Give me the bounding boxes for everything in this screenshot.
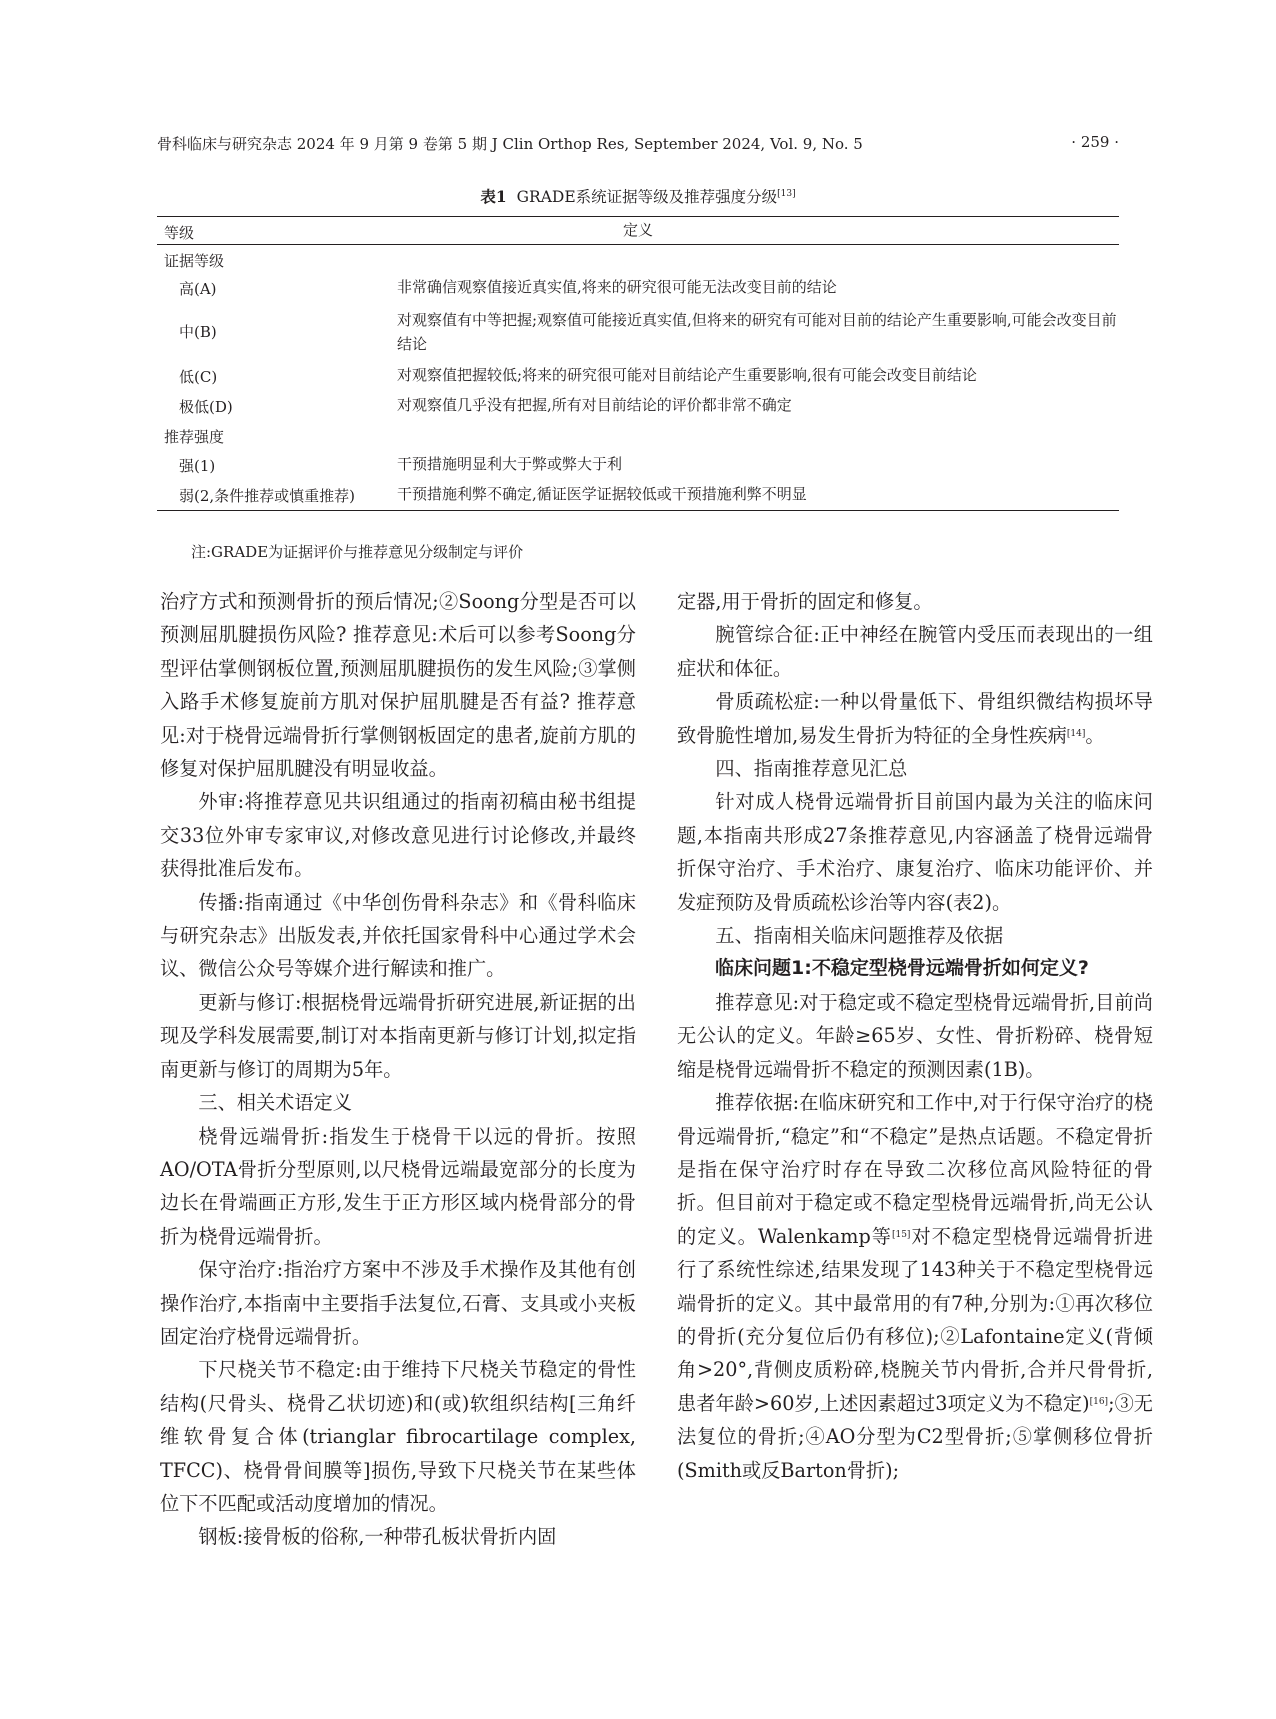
definition-cell: 对观察值几乎没有把握,所有对目前结论的评价都非常不确定 [397,396,792,414]
table-bottom-rule [157,510,1119,511]
body-paragraph: 针对成人桡骨远端骨折目前国内最为关注的临床问题,本指南共形成27条推荐意见,内容涵盖了桡骨远端骨折保守治疗、手术治疗、康复治疗、临床功能评价、并发症预防及骨质疏松诊治等内容(表2)。 [677,790,1153,914]
left-column [160,585,636,1554]
body-paragraph: 保守治疗:指治疗方案中不涉及手术操作及其他有创操作治疗,本指南中主要指手法复位,石膏、支具或小夹板固定治疗桡骨远端骨折。 [160,1258,636,1348]
body-paragraph: 推荐意见:对于稳定或不稳定型桡骨远端骨折,目前尚无公认的定义。年龄≥65岁、女性、骨折粉碎、桡骨短缩是桡骨远端骨折不稳定的预测因素(1B)。 [677,990,1153,1081]
clinical-question-heading: 临床问题1:不稳定型桡骨远端骨折如何定义? [715,957,1089,980]
body-paragraph: 钢板:接骨板的俗称,一种带孔板状骨折内固 [198,1525,557,1549]
table-title: GRADE系统证据等级及推荐强度分级 [516,188,778,206]
grade-cell: 弱(2,条件推荐或慎重推荐) [179,487,356,505]
section-heading: 三、相关术语定义 [198,1091,352,1115]
definition-cell: 对观察值有中等把握;观察值可能接近真实值,但将来的研究有可能对目前的结论产生重要影响,可能会改变目前结论 [397,311,1117,353]
definition-cell: 对观察值把握较低;将来的研究很可能对目前结论产生重要影响,很有可能会改变目前结论 [397,366,977,384]
column-header-grade: 等级 [164,224,195,242]
grade-cell: 中(B) [179,323,217,341]
grade-table [157,216,1119,511]
grade-cell: 低(C) [179,368,218,386]
body-paragraph: 传播:指南通过《中华创伤骨科杂志》和《骨科临床与研究杂志》出版发表,并依托国家骨科中心通过学术会议、微信公众号等媒介进行解读和推广。 [160,890,636,981]
body-paragraph: 推荐依据:在临床研究和工作中,对于行保守治疗的桡骨远端骨折,“稳定”和“不稳定”是热点话题。不稳定骨折是指在保守治疗时存在导致二次移位高风险特征的骨折。但目前对于稳定或不稳定型桡骨远端骨折,尚无公认的定义。Walenkamp等[15]对不稳定型桡骨远端骨折进行了系统性综述,结果发现了143种关于不稳定型桡骨远端骨折的定义。其中最常用的有7种,分别为:①再次移位的骨折(充分复位后仍有移位);②Lafontaine定义(背倾角>20°,背侧皮质粉碎,桡腕关节内骨折,合并尺骨骨折,患者年龄>60岁,上述因素超过3项定义为不稳定)[16];③无法复位的骨折;④AO分型为C2型骨折;⑤掌侧移位骨折(Smith或反Barton骨折); [677,1091,1153,1482]
table-row [157,481,1119,510]
right-column [677,585,1153,1487]
table-label: 表1 [480,187,507,206]
body-paragraph: 下尺桡关节不稳定:由于维持下尺桡关节稳定的骨性结构(尺骨头、桡骨乙状切迹)和(或)软组织结构[三角纤维软骨复合体(trianglar fibrocartilage complex, TFCC)、桡骨骨间膜等]损伤,导致下尺桡关节在某些体位下不匹配或活动度增加的情况。 [160,1358,636,1515]
body-paragraph: 更新与修订:根据桡骨远端骨折研究进展,新证据的出现及学科发展需要,制订对本指南更新与修订计划,拟定指南更新与修订的周期为5年。 [160,990,636,1081]
definition-cell: 干预措施利弊不确定,循证医学证据较低或干预措施利弊不明显 [397,485,807,503]
table-section-heading: 证据等级 [164,252,225,270]
table-section-heading: 推荐强度 [164,428,225,446]
body-paragraph: 治疗方式和预测骨折的预后情况;②Soong分型是否可以预测屈肌腱损伤风险? 推荐意见:术后可以参考Soong分型评估掌侧钢板位置,预测屈肌腱损伤的发生风险;③掌侧入路手术修复旋前方肌对保护屈肌腱是否有益? 推荐意见:对于桡骨远端骨折行掌侧钢板固定的患者,旋前方肌的修复对保护屈肌腱没有明显收益。 [160,590,636,781]
column-header-definition: 定义 [622,221,653,239]
citation-ref: [15] [891,1229,911,1240]
journal-line: 骨科临床与研究杂志 2024 年 9 月第 9 卷第 5 期 J Clin Orthop Res, September 2024, Vol. 9, No. 5 [157,135,863,153]
page-number: · 259 · [1071,133,1119,151]
definition-cell: 干预措施明显利大于弊或弊大于利 [397,455,623,473]
citation-ref: [14] [1066,728,1086,739]
table-row [157,304,1119,362]
table-row [157,362,1119,392]
section-heading: 四、指南推荐意见汇总 [715,757,908,781]
body-paragraph: 腕管综合征:正中神经在腕管内受压而表现出的一组症状和体征。 [677,623,1153,680]
table-caption [157,185,1119,207]
table-row [157,274,1119,304]
table-row [157,392,1119,421]
table-note: 注:GRADE为证据评价与推荐意见分级制定与评价 [191,543,524,561]
grade-cell: 高(A) [179,280,217,298]
body-paragraph: 外审:将推荐意见共识组通过的指南初稿由秘书组提交33位外审专家审议,对修改意见进行讨论修改,并最终获得批准后发布。 [160,790,636,881]
body-paragraph: 桡骨远端骨折:指发生于桡骨干以远的骨折。按照AO/OTA骨折分型原则,以尺桡骨远端最宽部分的长度为边长在骨端画正方形,发生于正方形区域内桡骨部分的骨折为桡骨远端骨折。 [160,1124,636,1248]
grade-cell: 极低(D) [179,398,233,416]
section-heading: 五、指南相关临床问题推荐及依据 [715,924,1004,948]
table-title-ref: [13] [777,189,796,199]
table-row [157,451,1119,481]
grade-cell: 强(1) [179,457,216,475]
body-paragraph: 骨质疏松症:一种以骨量低下、骨组织微结构损坏导致骨脆性增加,易发生骨折为特征的全身性疾病[14]。 [677,690,1153,747]
running-header [157,133,1119,159]
body-paragraph: 定器,用于骨折的固定和修复。 [677,590,933,613]
table-header-row [157,217,1119,244]
definition-cell: 非常确信观察值接近真实值,将来的研究很可能无法改变目前的结论 [397,278,837,296]
citation-ref: [16] [1089,1396,1109,1407]
